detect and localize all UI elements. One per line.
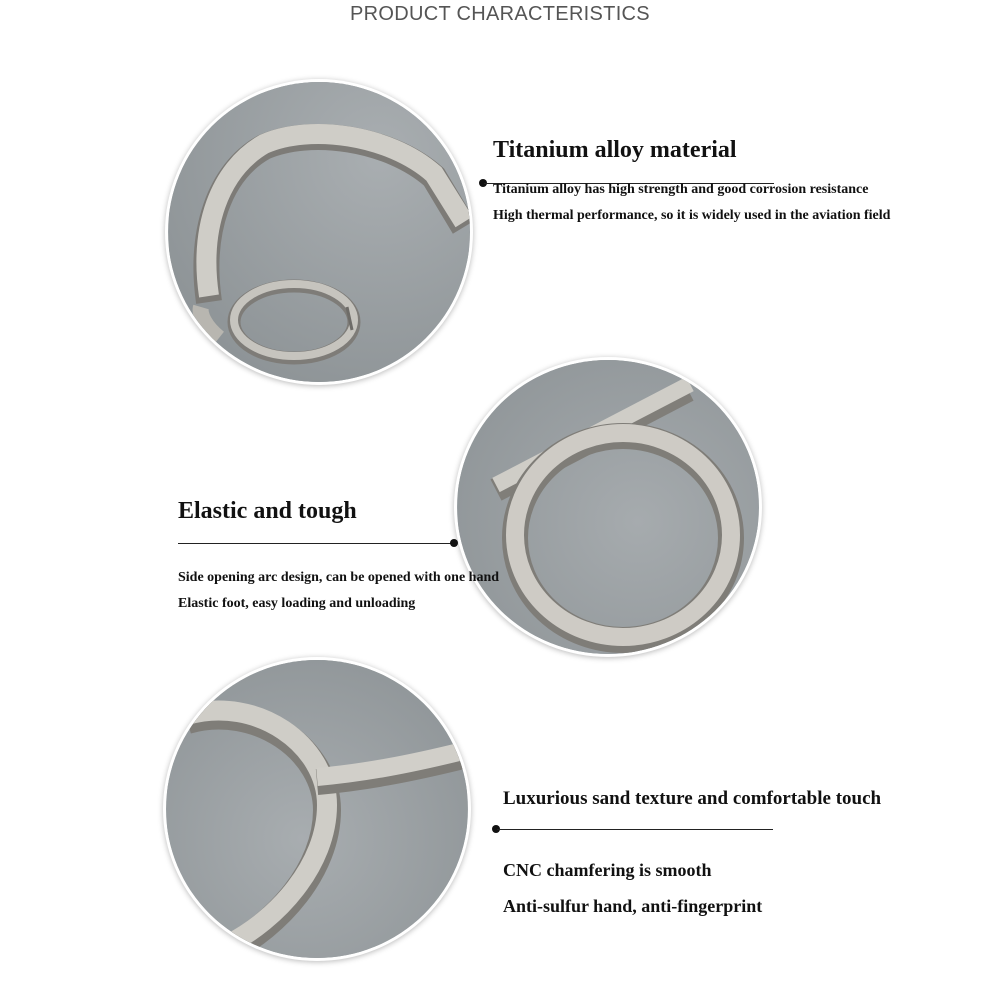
keyring-texture-photo [166,660,468,958]
feature-elastic-divider [178,543,453,544]
page-title: PRODUCT CHARACTERISTICS [350,3,650,25]
feature-elastic-title: Elastic and tough [178,498,357,524]
feature-elastic-line-2: Elastic foot, easy loading and unloading [178,596,416,611]
feature-material-line-2: High thermal performance, so it is widely used in the aviation field [493,208,891,223]
titanium-keyring-photo [168,82,470,382]
feature-texture-line-1: CNC chamfering is smooth [503,860,712,880]
keyring-opening-photo [457,360,759,654]
feature-elastic-line-1: Side opening arc design, can be opened with one hand [178,570,500,585]
feature-material-title: Titanium alloy material [493,137,737,163]
feature-material-line-1: Titanium alloy has high strength and good corrosion resistance [493,182,869,197]
feature-texture-divider [497,829,773,830]
feature-elastic-dot [450,539,458,547]
feature-texture-line-2: Anti-sulfur hand, anti-fingerprint [503,896,763,916]
feature-texture-title: Luxurious sand texture and comfortable touch [503,788,882,809]
